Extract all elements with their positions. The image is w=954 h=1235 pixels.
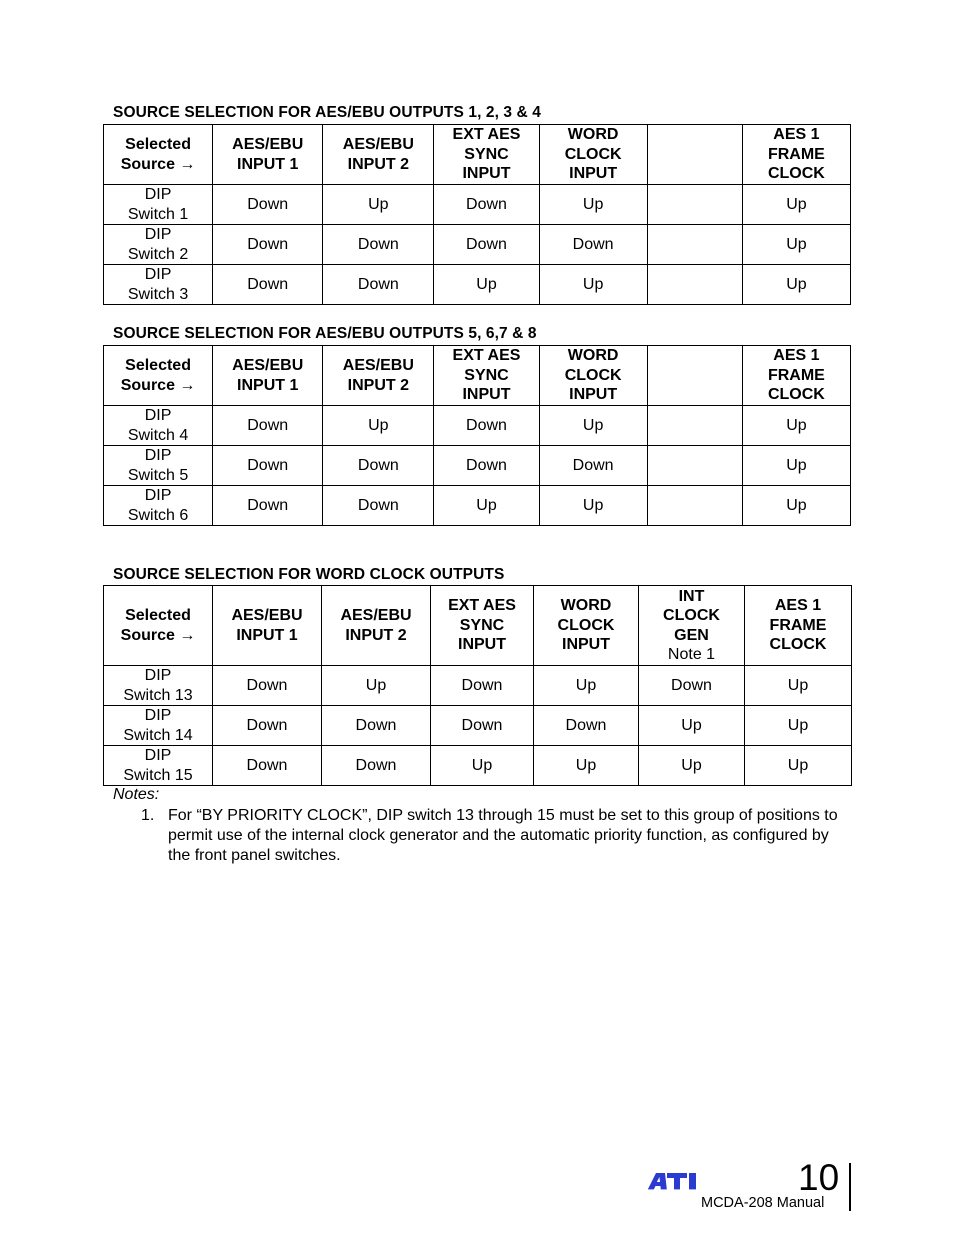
table-row: [104, 666, 852, 706]
switch-position-cell: Up: [745, 746, 852, 786]
header-text: CLOCK: [564, 366, 622, 384]
column-header: [742, 346, 850, 406]
dip-switch-text: Switch 6: [127, 506, 189, 524]
dip-switch-text: Switch 1: [127, 205, 189, 223]
switch-position-cell: Down: [434, 225, 539, 265]
header-text: EXT AES: [448, 597, 516, 615]
switch-position-cell: Up: [745, 666, 852, 706]
page-number: 10: [798, 1157, 840, 1198]
header-text: INT: [678, 587, 705, 605]
switch-position-cell: Down: [213, 406, 323, 446]
dip-switch-text: DIP: [144, 266, 172, 283]
switch-position-cell: Up: [539, 406, 647, 446]
switch-position-cell: Down: [434, 446, 539, 486]
header-text: WORD: [560, 597, 612, 615]
switch-position-cell: Up: [639, 706, 745, 746]
dip-switch-label: [104, 225, 213, 265]
header-text: SYNC: [464, 366, 509, 384]
table-row: [104, 486, 851, 526]
dip-switch-text: DIP: [144, 667, 172, 684]
switch-position-cell: [647, 486, 742, 526]
column-header: [213, 346, 323, 406]
switch-position-cell: Down: [322, 706, 431, 746]
dip-switch-text: DIP: [144, 747, 172, 764]
switch-position-cell: Up: [534, 666, 639, 706]
table-row: [104, 185, 851, 225]
dip-switch-label: [104, 265, 213, 305]
dip-switch-text: Switch 14: [123, 726, 193, 744]
column-header: [539, 346, 647, 406]
header-text: CLOCK: [767, 165, 825, 183]
header-text: SYNC: [464, 145, 509, 163]
switch-position-cell: Down: [534, 706, 639, 746]
dip-switch-label: [104, 446, 213, 486]
table-row: [104, 746, 852, 786]
switch-position-cell: Up: [323, 406, 434, 446]
switch-position-cell: Up: [742, 486, 850, 526]
column-header: [534, 586, 639, 666]
header-text: Source →: [120, 626, 196, 644]
column-header: [213, 125, 323, 185]
footer-divider: [849, 1163, 851, 1211]
switch-position-cell: Up: [539, 486, 647, 526]
switch-position-cell: Down: [323, 225, 434, 265]
switch-position-cell: [647, 185, 742, 225]
switch-position-cell: Down: [434, 406, 539, 446]
switch-position-cell: Up: [742, 446, 850, 486]
table-row: [104, 265, 851, 305]
switch-position-cell: [647, 225, 742, 265]
column-header: [639, 586, 745, 666]
switch-position-cell: Down: [213, 265, 323, 305]
switch-position-cell: Down: [539, 446, 647, 486]
header-text: INPUT: [462, 386, 511, 404]
header-text: Selected: [125, 607, 191, 624]
dip-switch-label: [104, 666, 213, 706]
section-title-word-clock-outputs: SOURCE SELECTION FOR WORD CLOCK OUTPUTS: [113, 566, 505, 583]
column-header: [431, 586, 534, 666]
switch-position-cell: Down: [323, 265, 434, 305]
dip-switch-label: [104, 706, 213, 746]
header-text: WORD: [567, 347, 619, 365]
switch-position-cell: Up: [539, 185, 647, 225]
header-text: INPUT: [562, 636, 610, 654]
column-header: [434, 346, 539, 406]
switch-position-cell: Down: [213, 746, 322, 786]
switch-position-cell: Down: [434, 185, 539, 225]
header-text: FRAME: [769, 616, 827, 634]
header-text: Selected: [125, 136, 191, 153]
header-text: AES/EBU: [231, 607, 303, 624]
dip-switch-text: Switch 3: [127, 285, 189, 303]
header-text: Source →: [120, 155, 196, 173]
notes-label: Notes:: [113, 786, 160, 803]
source-selection-table-outputs-1-4: [103, 124, 851, 305]
header-text: INPUT 1: [236, 626, 298, 644]
switch-position-cell: Down: [213, 666, 322, 706]
header-text: INPUT 1: [237, 376, 299, 394]
header-note: Note 1: [667, 646, 716, 663]
switch-position-cell: Down: [213, 185, 323, 225]
dip-switch-text: DIP: [144, 226, 172, 243]
dip-switch-text: Switch 4: [127, 426, 189, 444]
header-text: AES/EBU: [342, 136, 414, 153]
column-header: [323, 125, 434, 185]
header-text: AES/EBU: [232, 357, 304, 374]
switch-position-cell: [647, 446, 742, 486]
dip-switch-label: [104, 185, 213, 225]
dip-switch-text: Switch 2: [127, 245, 189, 263]
source-selection-table-outputs-5-8: [103, 345, 851, 526]
dip-switch-label: [104, 406, 213, 446]
header-text: INPUT 2: [347, 376, 410, 394]
header-text: CLOCK: [767, 386, 825, 404]
dip-switch-text: DIP: [144, 707, 172, 724]
header-text: Source →: [120, 376, 196, 394]
header-selected-source: [104, 346, 213, 406]
dip-switch-text: DIP: [144, 487, 172, 504]
switch-position-cell: Down: [323, 446, 434, 486]
switch-position-cell: Down: [322, 746, 431, 786]
switch-position-cell: Down: [213, 225, 323, 265]
dip-switch-text: Switch 13: [123, 686, 193, 704]
switch-position-cell: Up: [742, 265, 850, 305]
note-number: 1.: [141, 807, 155, 824]
header-selected-source: [104, 586, 213, 666]
header-text: INPUT: [458, 636, 506, 654]
header-selected-source: [104, 125, 213, 185]
dip-switch-text: DIP: [144, 447, 172, 464]
header-text: CLOCK: [564, 145, 622, 163]
section-title-outputs-5-8: SOURCE SELECTION FOR AES/EBU OUTPUTS 5, 6,7 & 8: [113, 325, 537, 342]
table-row: [104, 446, 851, 486]
table-row: [104, 225, 851, 265]
header-text: WORD: [567, 126, 619, 144]
header-text: GEN: [674, 626, 709, 644]
column-header: [322, 586, 431, 666]
switch-position-cell: Up: [434, 265, 539, 305]
switch-position-cell: Up: [534, 746, 639, 786]
column-header: [647, 346, 742, 406]
switch-position-cell: Up: [742, 185, 850, 225]
table-row: [104, 406, 851, 446]
switch-position-cell: Up: [431, 746, 534, 786]
column-header: [539, 125, 647, 185]
switch-position-cell: Up: [434, 486, 539, 526]
switch-position-cell: Up: [539, 265, 647, 305]
header-text: SYNC: [459, 616, 505, 634]
switch-position-cell: Down: [323, 486, 434, 526]
switch-position-cell: Down: [539, 225, 647, 265]
header-text: FRAME: [767, 366, 825, 384]
switch-position-cell: Down: [213, 706, 322, 746]
column-header: [742, 125, 850, 185]
column-header: [434, 125, 539, 185]
switch-position-cell: Up: [742, 225, 850, 265]
header-text: AES 1: [773, 347, 820, 365]
dip-switch-label: [104, 486, 213, 526]
header-text: AES 1: [773, 126, 820, 144]
dip-switch-text: DIP: [144, 186, 172, 203]
column-header: [213, 586, 322, 666]
section-title-outputs-1-4: SOURCE SELECTION FOR AES/EBU OUTPUTS 1, 2, 3 & 4: [113, 104, 541, 121]
header-text: AES/EBU: [340, 607, 412, 624]
header-text: CLOCK: [769, 636, 827, 654]
switch-position-cell: Up: [745, 706, 852, 746]
dip-switch-text: Switch 5: [127, 466, 189, 484]
switch-position-cell: Down: [431, 706, 534, 746]
source-selection-table-word-clock: [103, 585, 852, 786]
dip-switch-text: DIP: [144, 407, 172, 424]
column-header: [745, 586, 852, 666]
header-text: FRAME: [767, 145, 825, 163]
switch-position-cell: Up: [322, 666, 431, 706]
header-text: INPUT 2: [347, 155, 410, 173]
switch-position-cell: Up: [742, 406, 850, 446]
switch-position-cell: [647, 406, 742, 446]
header-text: Selected: [125, 357, 191, 374]
header-text: AES/EBU: [342, 357, 414, 374]
header-text: CLOCK: [663, 607, 720, 624]
header-text: EXT AES: [452, 126, 521, 144]
ati-logo: [645, 1171, 705, 1193]
switch-position-cell: Down: [639, 666, 745, 706]
header-text: INPUT: [569, 386, 618, 404]
manual-name: MCDA-208 Manual: [701, 1195, 825, 1211]
column-header: [647, 125, 742, 185]
switch-position-cell: Up: [639, 746, 745, 786]
switch-position-cell: Down: [431, 666, 534, 706]
table-row: [104, 706, 852, 746]
switch-position-cell: [647, 265, 742, 305]
header-text: INPUT: [462, 165, 511, 183]
header-text: EXT AES: [452, 347, 521, 365]
column-header: [323, 346, 434, 406]
note-text: For “BY PRIORITY CLOCK”, DIP switch 13 through 15 must be set to this group of positions to permit use of the internal clock generator and the automatic priority function, as configured by the front panel switches.: [168, 807, 838, 864]
header-text: AES 1: [774, 597, 822, 615]
dip-switch-label: [104, 746, 213, 786]
switch-position-cell: Down: [213, 486, 323, 526]
header-text: AES/EBU: [232, 136, 304, 153]
header-text: CLOCK: [557, 616, 615, 634]
switch-position-cell: Down: [213, 446, 323, 486]
switch-position-cell: Up: [323, 185, 434, 225]
header-text: INPUT 1: [237, 155, 299, 173]
header-text: INPUT: [569, 165, 618, 183]
header-text: INPUT 2: [345, 626, 407, 644]
dip-switch-text: Switch 15: [123, 766, 193, 784]
